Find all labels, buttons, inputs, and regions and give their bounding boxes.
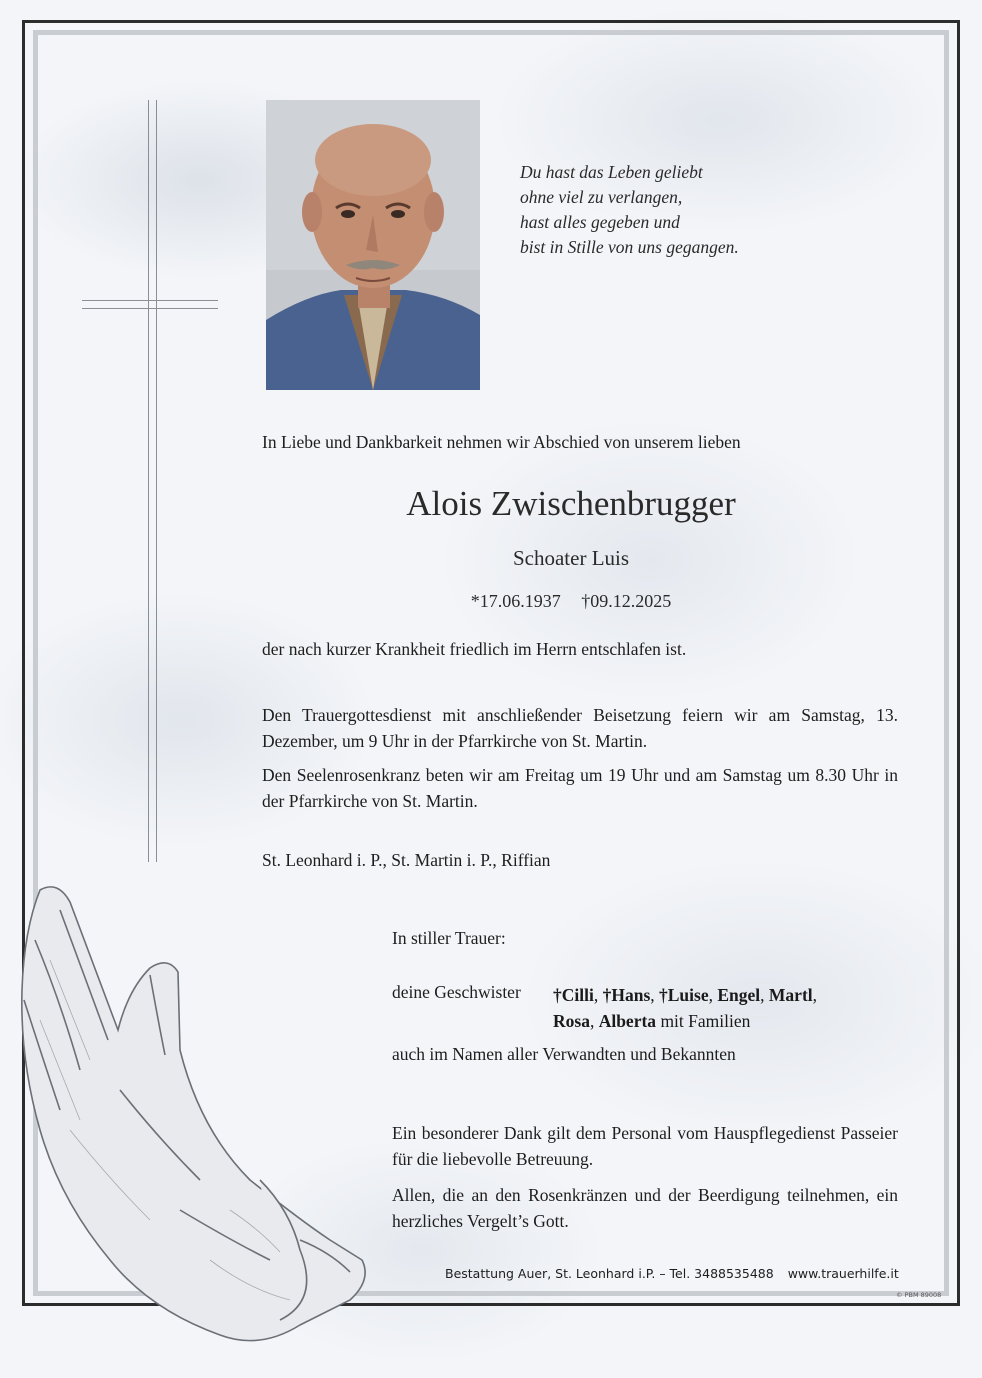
sibling-name: Engel	[717, 985, 761, 1005]
portrait-photo	[266, 100, 480, 390]
quote-line: ohne viel zu verlangen,	[520, 187, 683, 207]
rosary-info: Den Seelenrosenkranz beten wir am Freitag um 19 Uhr und am Samstag um 8.30 Uhr in der Pfarrkirche von St. Martin.	[262, 765, 898, 811]
print-code: © PBM 89008	[896, 1291, 942, 1299]
funeral-info: Den Trauergottesdienst mit anschließender Beisetzung feiern wir am Samstag, 13. Dezember, um 9 Uhr in der Pfarrkirche von St. Martin.	[262, 705, 898, 751]
siblings-label: deine Geschwister	[392, 982, 521, 1002]
website-link[interactable]: www.trauerhilfe.it	[787, 1266, 899, 1281]
praying-hands-image	[0, 880, 372, 1350]
quote-line: Du hast das Leben geliebt	[520, 162, 703, 182]
sibling-name: †Luise	[659, 985, 709, 1005]
life-dates	[0, 591, 982, 612]
mourning-label: In stiller Trauer:	[392, 928, 506, 948]
funeral-home-info: Bestattung Auer, St. Leonhard i.P. – Tel. 3488535488	[445, 1266, 774, 1281]
intro-text: In Liebe und Dankbarkeit nehmen wir Abschied von unserem lieben	[262, 432, 741, 452]
places-text: St. Leonhard i. P., St. Martin i. P., Riffian	[262, 850, 551, 870]
deceased-name: Alois Zwischenbrugger	[406, 484, 736, 523]
memorial-quote	[520, 160, 850, 260]
siblings-list: †Cilli, †Hans, †Luise, Engel, Martl, Rosa, Alberta mit Familien	[553, 985, 818, 1031]
thanks-attendance: Allen, die an den Rosenkränzen und der Beerdigung teilnehmen, ein herzliches Vergelt’s Gott.	[392, 1185, 898, 1231]
quote-line: bist in Stille von uns gegangen.	[520, 237, 739, 257]
death-date: †09.12.2025	[581, 591, 672, 611]
deceased-nickname: Schoater Luis	[512, 546, 630, 570]
sibling-name: Alberta	[598, 1011, 657, 1031]
birth-date: *17.06.1937	[470, 591, 561, 611]
siblings-suffix: mit Familien	[660, 1011, 751, 1031]
thanks-care: Ein besonderer Dank gilt dem Personal vom Hauspflegedienst Passeier für die liebevolle Betreuung.	[392, 1123, 898, 1169]
sibling-name: Martl	[768, 985, 813, 1005]
sibling-name: †Cilli	[553, 985, 594, 1005]
sibling-name: Rosa	[553, 1011, 590, 1031]
relatives-text: auch im Namen aller Verwandten und Bekannten	[392, 1044, 736, 1064]
footer	[445, 1266, 899, 1281]
quote-line: hast alles gegeben und	[520, 212, 680, 232]
death-note: der nach kurzer Krankheit friedlich im Herrn entschlafen ist.	[262, 639, 687, 659]
sibling-name: †Hans	[602, 985, 651, 1005]
